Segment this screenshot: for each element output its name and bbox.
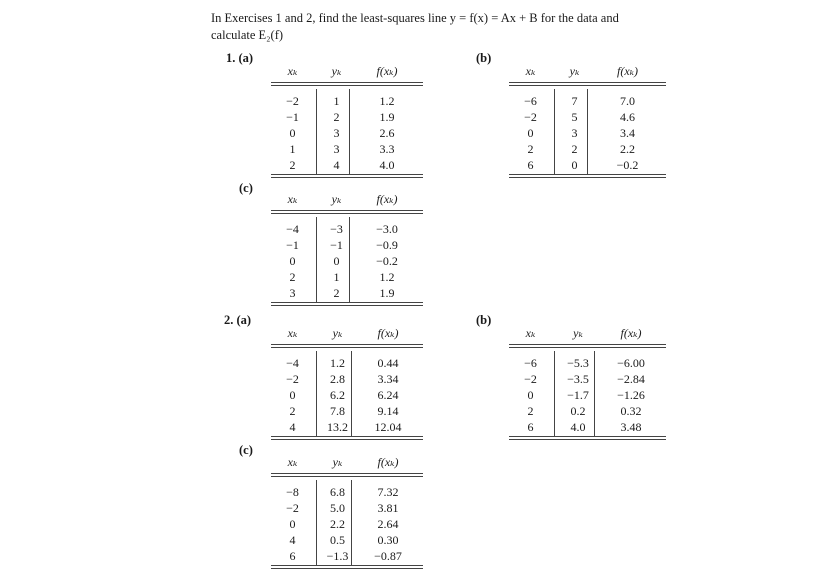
cell-x: 6 [289,549,296,563]
cell-y: 7 [571,94,578,108]
exercise-2c-label: (c) [239,443,253,457]
table-row [271,126,423,142]
col-y-header: yₖ [331,64,342,78]
table-row [271,270,423,286]
table-row [271,517,423,533]
exercise-2a-label: (a) [236,313,252,327]
column-divider [594,351,595,436]
table-bottom-rule [271,174,423,175]
table-row [271,388,423,404]
col-x-header: xₖ [287,192,298,206]
cell-x: −2 [286,94,299,108]
table-row [509,404,666,420]
cell-fx: −1.26 [617,388,645,402]
cell-y: 4 [333,158,340,172]
exercise-1c-label: (c) [239,181,253,195]
col-x-header: xₖ [287,326,298,340]
col-x-header: xₖ [287,64,298,78]
cell-y: 5.0 [330,501,345,515]
exercise-1-label [226,51,253,66]
cell-x: −2 [524,110,537,124]
table-bottom-rule [271,302,423,303]
cell-y: 1 [333,270,340,284]
cell-x: 2 [289,270,296,284]
cell-fx: −2.84 [617,372,645,386]
cell-fx: 1.2 [379,94,395,108]
cell-y: 2.8 [330,372,345,386]
table-row [271,356,423,372]
table-row [271,94,423,110]
cell-x: −2 [286,372,299,386]
table-bottom-rule [271,565,423,566]
cell-fx: 1.9 [379,286,395,300]
col-y-header: yₖ [332,326,343,340]
cell-fx: 2.64 [377,517,399,531]
col-y-header: yₖ [332,455,343,469]
cell-fx: 3.48 [620,420,642,434]
table-header [509,62,666,83]
column-divider [351,480,352,565]
exercise-2-number: 2. [224,313,234,327]
cell-x: 2 [289,404,296,418]
cell-y: 2.2 [330,517,345,531]
table-header [509,324,666,345]
cell-y: 13.2 [327,420,348,434]
exercise-1a-label: (a) [238,51,254,65]
cell-x: 6 [527,420,534,434]
cell-x: 6 [527,158,534,172]
cell-x: −4 [286,356,299,370]
cell-fx: −3.0 [376,222,398,236]
col-fx-header: f(xₖ) [377,326,399,340]
cell-fx: 1.9 [379,110,395,124]
col-y-header: yₖ [331,192,342,206]
table-row [271,286,423,302]
cell-y: −1.7 [567,388,589,402]
col-y-header: yₖ [573,326,583,340]
col-y-header: yₖ [569,64,580,78]
table-header [271,62,423,83]
column-divider [554,89,555,174]
cell-fx: 0.44 [377,356,399,370]
cell-y: −3 [330,222,343,236]
cell-x: −2 [286,501,299,515]
col-fx-header: f(xₖ) [377,455,399,469]
cell-fx: −6.00 [617,356,645,370]
cell-y: 4.0 [570,420,586,434]
cell-fx: 7.0 [620,94,635,108]
cell-x: −1 [286,238,299,252]
col-x-header: xₖ [525,64,536,78]
cell-x: 0 [527,388,534,402]
table-bottom-rule [271,436,423,437]
table-row [271,533,423,549]
table-row [271,238,423,254]
cell-y: 3 [571,126,578,140]
col-fx-header: f(xₖ) [616,64,639,78]
column-divider [349,89,350,174]
col-x-header: xₖ [287,455,298,469]
cell-y: 2 [571,142,578,156]
column-divider [316,217,317,302]
table-header [271,190,423,211]
table-body [509,351,666,436]
table-row [509,388,666,404]
cell-fx: 7.32 [377,485,399,499]
cell-fx: 12.04 [374,420,402,434]
cell-x: 4 [289,533,296,547]
exercise-2b-label: (b) [476,313,492,327]
table-ex1b [509,62,666,175]
cell-fx: 3.81 [377,501,399,515]
cell-y: 1.2 [330,356,345,370]
cell-x: 3 [289,286,296,300]
table-body [271,217,423,302]
cell-x: −8 [286,485,299,499]
table-row [509,420,666,436]
intro-text [211,10,731,44]
cell-y: 0.5 [330,533,345,547]
table-row [271,110,423,126]
cell-x: −6 [524,356,537,370]
cell-y: 0 [571,158,578,172]
cell-x: −4 [286,222,299,236]
cell-fx: −0.87 [374,549,402,563]
cell-fx: 1.2 [379,270,395,284]
table-body [271,480,423,565]
cell-y: 7.8 [330,404,345,418]
cell-x: 2 [289,158,296,172]
table-row [271,372,423,388]
intro-line-2: calculate E₂(f) [211,28,284,42]
table-header [271,453,423,474]
cell-fx: 6.24 [377,388,399,402]
cell-y: 3 [333,126,340,140]
table-row [271,142,423,158]
table-row [271,485,423,501]
cell-x: 0 [289,517,296,531]
cell-y: −5.3 [567,356,589,370]
table-row [271,404,423,420]
table-bottom-rule [509,436,666,437]
cell-fx: 3.4 [620,126,635,140]
cell-y: 1 [333,94,340,108]
table-body [271,351,423,436]
column-divider [316,89,317,174]
exercise-1b-label: (b) [476,51,492,65]
table-row [271,222,423,238]
col-fx-header: f(xₖ) [620,326,642,340]
intro-line-1: In Exercises 1 and 2, find the least-squares line y = f(x) = Ax + B for the data and [211,11,619,25]
column-divider [554,351,555,436]
col-fx-header: f(xₖ) [376,192,398,206]
cell-x: −1 [286,110,299,124]
cell-x: −2 [524,372,537,386]
cell-y: −1.3 [326,549,349,563]
table-row [271,549,423,565]
cell-fx: −0.2 [616,158,639,172]
table-bottom-rule [509,174,666,175]
column-divider [587,89,588,174]
cell-y: −3.5 [567,372,589,386]
cell-y: 5 [571,110,578,124]
table-row [271,158,423,174]
table-ex1c [271,190,423,303]
cell-fx: 3.3 [379,142,395,156]
cell-y: 2 [333,286,340,300]
cell-x: −6 [524,94,537,108]
table-row [271,501,423,517]
table-row [271,420,423,436]
exercise-1-number: 1. [226,51,236,65]
table-row [509,356,666,372]
table-row [509,372,666,388]
cell-x: 0 [289,126,296,140]
table-ex2c [271,453,423,566]
cell-fx: 0.30 [377,533,399,547]
column-divider [316,480,317,565]
exercise-2-label [224,313,251,328]
column-divider [316,351,317,436]
table-ex2a [271,324,423,437]
cell-fx: 2.6 [379,126,395,140]
cell-fx: 2.2 [620,142,635,156]
cell-fx: 4.6 [620,110,635,124]
table-body [509,89,666,174]
cell-y: 6.2 [330,388,345,402]
cell-x: 2 [527,404,534,418]
cell-x: 4 [289,420,296,434]
column-divider [351,351,352,436]
cell-y: 0.2 [570,404,586,418]
cell-fx: 9.14 [377,404,399,418]
cell-y: 0 [333,254,340,268]
column-divider [349,217,350,302]
table-ex2b [509,324,666,437]
table-header [271,324,423,345]
table-ex1a [271,62,423,175]
cell-fx: −0.2 [376,254,398,268]
cell-fx: 3.34 [377,372,399,386]
cell-x: 1 [289,142,296,156]
cell-x: 0 [289,254,296,268]
cell-x: 0 [527,126,534,140]
cell-x: 0 [289,388,296,402]
cell-fx: 4.0 [379,158,395,172]
table-row [271,254,423,270]
cell-y: 2 [333,110,340,124]
cell-y: 6.8 [330,485,345,499]
cell-fx: 0.32 [620,404,642,418]
cell-y: −1 [330,238,343,252]
cell-y: 3 [333,142,340,156]
cell-x: 2 [527,142,534,156]
cell-fx: −0.9 [376,238,398,252]
col-fx-header: f(xₖ) [376,64,398,78]
col-x-header: xₖ [525,326,536,340]
table-body [271,89,423,174]
